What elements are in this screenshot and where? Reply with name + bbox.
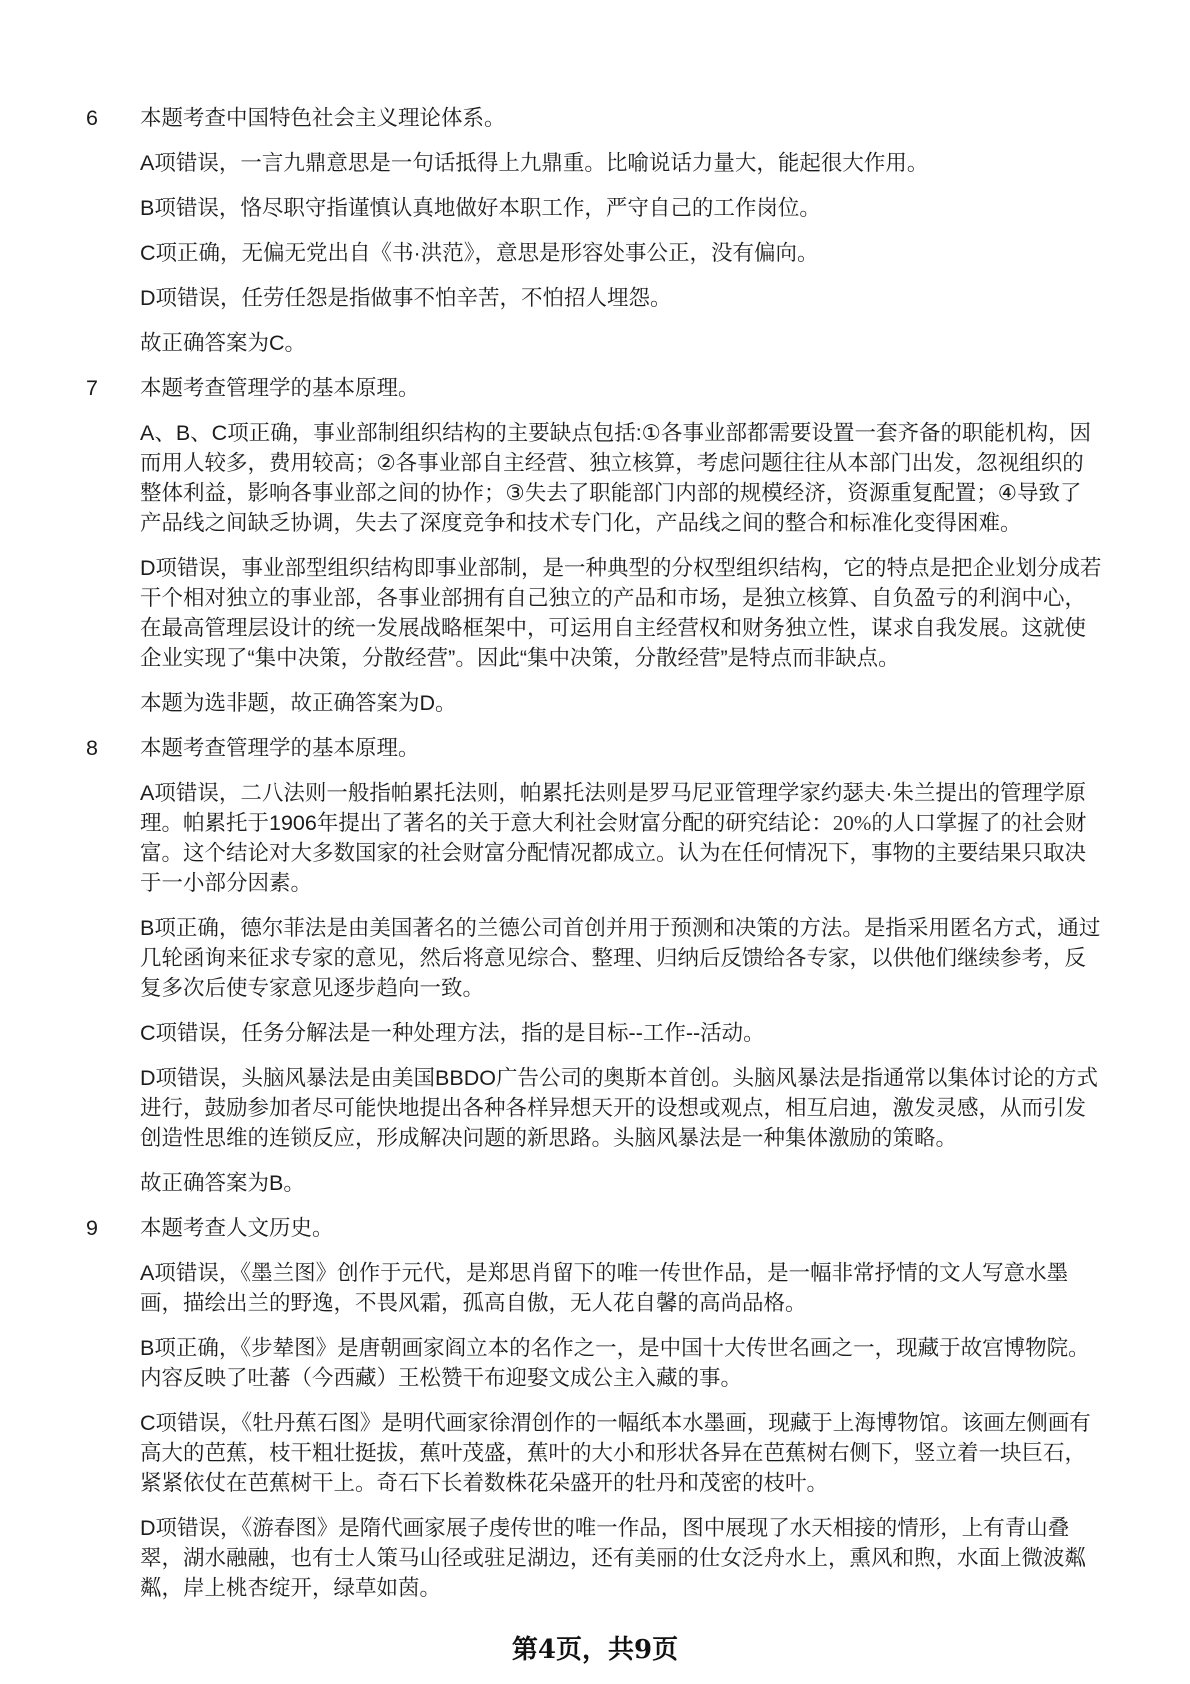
question-explanation-7 xyxy=(0,373,1190,718)
paragraph-line: C项正确，无偏无党出自《书·洪范》，意思是形容处事公正，没有偏向。 xyxy=(140,241,819,265)
paragraph-line: 富。这个结论对大多数国家的社会财富分配情况都成立。认为在任何情况下，事物的主要结果只取决 xyxy=(140,841,1087,865)
paragraph-line: 内容反映了吐蕃（今西藏）王松赞干布迎娶文成公主入藏的事。 xyxy=(140,1366,743,1390)
paragraph-line: 故正确答案为B。 xyxy=(140,1171,305,1195)
paragraph-line xyxy=(140,808,1190,838)
percentage-value: 20% xyxy=(832,811,872,835)
option-b-analysis xyxy=(0,193,1190,223)
option-a-analysis xyxy=(0,1258,1190,1318)
page-number-footer: 第4页，共9页 xyxy=(511,1635,679,1665)
question-header xyxy=(0,1213,1190,1243)
option-a-analysis xyxy=(0,778,1190,898)
paragraph-line: B项正确，《步辇图》是唐朝画家阎立本的名作之一，是中国十大传世名画之一，现藏于故宫博物院。 xyxy=(140,1336,1090,1360)
paragraph-line: 创造性思维的连锁反应，形成解决问题的新思路。头脑风暴法是一种集体激励的策略。 xyxy=(140,1126,958,1150)
paragraph-line: 故正确答案为C。 xyxy=(140,331,307,355)
paragraph-line: 整体利益，影响各事业部之间的协作；③失去了职能部门内部的规模经济，资源重复配置；④导致了 xyxy=(140,481,1082,505)
question-topic: 本题考查人文历史。 xyxy=(140,1216,334,1240)
option-d-analysis xyxy=(0,283,1190,313)
question-topic: 本题考查管理学的基本原理。 xyxy=(140,736,420,760)
paragraph-line: 翠，湖水融融，也有士人策马山径或驻足湖边，还有美丽的仕女泛舟水上，熏风和煦，水面上微波粼 xyxy=(140,1546,1087,1570)
question-number: 7 xyxy=(86,376,98,400)
paragraph-line: B项正确，德尔菲法是由美国著名的兰德公司首创并用于预测和决策的方法。是指采用匿名方式，通过 xyxy=(140,916,1101,940)
option-b-analysis xyxy=(0,1333,1190,1393)
question-header xyxy=(0,103,1190,133)
paragraph-line: A项错误，一言九鼎意思是一句话抵得上九鼎重。比喻说话力量大，能起很大作用。 xyxy=(140,151,929,175)
question-explanation-6 xyxy=(0,103,1190,358)
option-abc-analysis xyxy=(0,418,1190,538)
answer-explanations xyxy=(0,103,1190,1618)
question-header xyxy=(0,373,1190,403)
correct-answer xyxy=(0,688,1190,718)
option-c-analysis xyxy=(0,1408,1190,1498)
paragraph-line: D项错误，事业部型组织结构即事业部制，是一种典型的分权型组织结构，它的特点是把企业划分成若 xyxy=(140,556,1102,580)
paragraph-line: 高大的芭蕉，枝干粗壮挺拔，蕉叶茂盛，蕉叶的大小和形状各异在芭蕉树右侧下，竖立着一块巨石， xyxy=(140,1441,1087,1465)
question-header xyxy=(0,733,1190,763)
option-b-analysis xyxy=(0,913,1190,1003)
paragraph-line: C项错误，任务分解法是一种处理方法，指的是目标--工作--活动。 xyxy=(140,1021,765,1045)
question-number: 6 xyxy=(86,106,98,130)
paragraph-line: 复多次后使专家意见逐步趋向一致。 xyxy=(140,976,485,1000)
paragraph-line: 在最高管理层设计的统一发展战略框架中，可运用自主经营权和财务独立性，谋求自我发展。这就使 xyxy=(140,616,1087,640)
correct-answer xyxy=(0,328,1190,358)
question-explanation-8 xyxy=(0,733,1190,1198)
paragraph-line: A项错误，二八法则一般指帕累托法则，帕累托法则是罗马尼亚管理学家约瑟夫·朱兰提出的管理学原 xyxy=(140,781,1087,805)
paragraph-line: A项错误，《墨兰图》创作于元代，是郑思肖留下的唯一传世作品，是一幅非常抒情的文人写意水墨 xyxy=(140,1261,1069,1285)
question-number: 8 xyxy=(86,736,98,760)
question-topic: 本题考查中国特色社会主义理论体系。 xyxy=(140,106,506,130)
paragraph-line: 产品线之间缺乏协调，失去了深度竞争和技术专门化，产品线之间的整合和标准化变得困难。 xyxy=(140,511,1022,535)
option-d-analysis xyxy=(0,1513,1190,1603)
paragraph-line: A、B、C项正确，事业部制组织结构的主要缺点包括:①各事业部都需要设置一套齐备的职能机构，因 xyxy=(140,421,1091,445)
paragraph-line: 粼，岸上桃杏绽开，绿草如茵。 xyxy=(140,1576,442,1600)
paragraph-line: 干个相对独立的事业部，各事业部拥有自己独立的产品和市场，是独立核算、自负盈亏的利润中心， xyxy=(140,586,1087,610)
paragraph-line: B项错误，恪尽职守指谨慎认真地做好本职工作，严守自己的工作岗位。 xyxy=(140,196,821,220)
option-d-analysis xyxy=(0,1063,1190,1153)
option-a-analysis xyxy=(0,148,1190,178)
paragraph-line: 进行，鼓励参加者尽可能快地提出各种各样异想天开的设想或观点，相互启迪，激发灵感，从而引发 xyxy=(140,1096,1087,1120)
paragraph-line: 企业实现了“集中决策，分散经营”。因此“集中决策，分散经营”是特点而非缺点。 xyxy=(140,646,900,670)
option-c-analysis xyxy=(0,238,1190,268)
paragraph-line: 画，描绘出兰的野逸，不畏风霜，孤高自傲，无人花自馨的高尚品格。 xyxy=(140,1291,807,1315)
paragraph-line: 紧紧依仗在芭蕉树干上。奇石下长着数株花朵盛开的牡丹和茂密的枝叶。 xyxy=(140,1471,829,1495)
paragraph-line: 本题为选非题，故正确答案为D。 xyxy=(140,691,457,715)
option-d-analysis xyxy=(0,553,1190,673)
question-number: 9 xyxy=(86,1216,98,1240)
paragraph-line: D项错误，《游春图》是隋代画家展子虔传世的唯一作品，图中展现了水天相接的情形，上有青山叠 xyxy=(140,1516,1070,1540)
text-segment: 理。帕累托于1906年提出了著名的关于意大利社会财富分配的研究结论： xyxy=(140,811,833,835)
paragraph-line: D项错误，任劳任怨是指做事不怕辛苦，不怕招人埋怨。 xyxy=(140,286,672,310)
paragraph-line: D项错误，头脑风暴法是由美国BBDO广告公司的奥斯本首创。头脑风暴法是指通常以集体讨论的方式 xyxy=(140,1066,1098,1090)
question-topic: 本题考查管理学的基本原理。 xyxy=(140,376,420,400)
option-c-analysis xyxy=(0,1018,1190,1048)
paragraph-line: 几轮函询来征求专家的意见，然后将意见综合、整理、归纳后反馈给各专家，以供他们继续参考，反 xyxy=(140,946,1087,970)
paragraph-line: C项错误，《牡丹蕉石图》是明代画家徐渭创作的一幅纸本水墨画，现藏于上海博物馆。该画左侧画有 xyxy=(140,1411,1091,1435)
paragraph-line: 于一小部分因素。 xyxy=(140,871,313,895)
paragraph-line: 而用人较多，费用较高；②各事业部自主经营、独立核算，考虑问题往往从本部门出发，忽视组织的 xyxy=(140,451,1084,475)
question-explanation-9 xyxy=(0,1213,1190,1603)
text-segment: 的人口掌握了的社会财 xyxy=(871,811,1087,835)
correct-answer xyxy=(0,1168,1190,1198)
